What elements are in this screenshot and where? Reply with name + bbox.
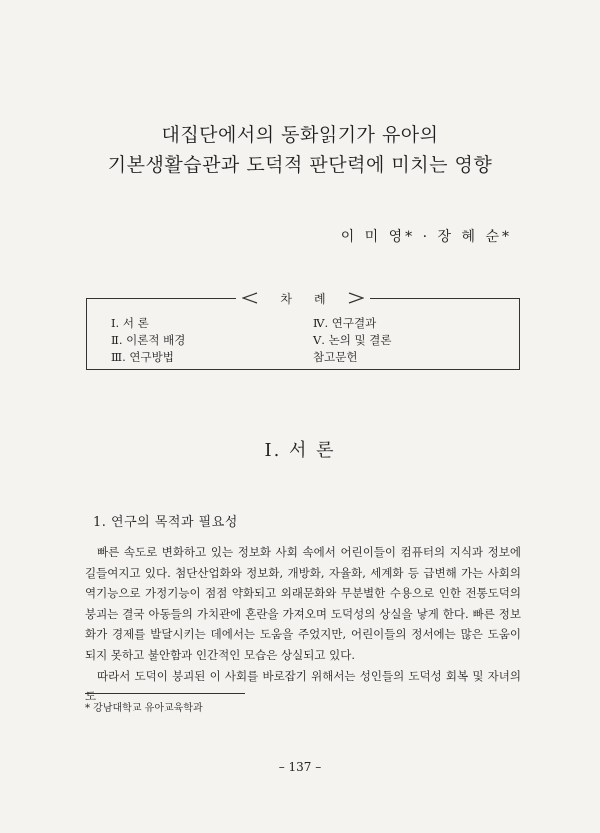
page-number: – 137 – [278,760,322,774]
paper-title-line-1: 대집단에서의 동화읽기가 유아의 [161,124,439,146]
toc-item: 참고문헌 [313,350,358,364]
toc-item: Ⅲ. 연구방법 [111,350,174,364]
footnote: * 강남대학교 유아교육학과 [85,703,203,714]
toc-heading-left: 차 [280,291,292,306]
paragraph: 따라서 도덕이 붕괴된 이 사회를 바로잡기 위해서는 성인들의 도덕성 회복 및 자녀의 도 [85,668,521,704]
section-heading: Ⅰ. 서 론 [264,440,336,461]
toc-item: Ⅰ. 서 론 [111,316,149,330]
footnote-divider [85,693,245,694]
toc-left-column [111,315,185,366]
authors: 이 미 영* · 장 혜 순* [340,229,512,245]
toc-item: Ⅱ. 이론적 배경 [111,333,186,347]
table-of-contents [86,291,520,370]
toc-heading-right: 례 [314,291,326,306]
toc-right-column [313,315,391,366]
left-angle-bracket-icon [242,292,258,304]
toc-heading [87,289,519,308]
paper-title-line-2: 기본생활습관과 도덕적 판단력에 미치는 영향 [107,154,493,176]
paragraph: 빠른 속도로 변화하고 있는 정보화 사회 속에서 어린이들이 컴퓨터의 지식과 정보에 길들여지고 있다. 첨단산업화와 정보화, 개방화, 자율화, 세계화 등 급변해 가는 사회의 역기능으로 가정기능이 점점 약화되고 외래문화와 무분별한 수용으로 인한 전통도덕의 붕괴는 결국 아동들의 가치관에 혼란을 가져오며 도덕성의 상실을 낳게 한다. 빠른 정보화가 경제를 발달시키는 데에서는 도움을 주었지만, 어린이들의 정서에는 많은 도움이 되지 못하고 불안함과 인간적인 모습은 상실되고 있다. [85,545,521,662]
toc-item: Ⅳ. 연구결과 [313,316,377,330]
body-text [85,542,521,707]
right-angle-bracket-icon [348,292,364,304]
toc-item: Ⅴ. 논의 및 결론 [313,333,392,347]
subsection-heading: 1. 연구의 목적과 필요성 [93,515,238,530]
